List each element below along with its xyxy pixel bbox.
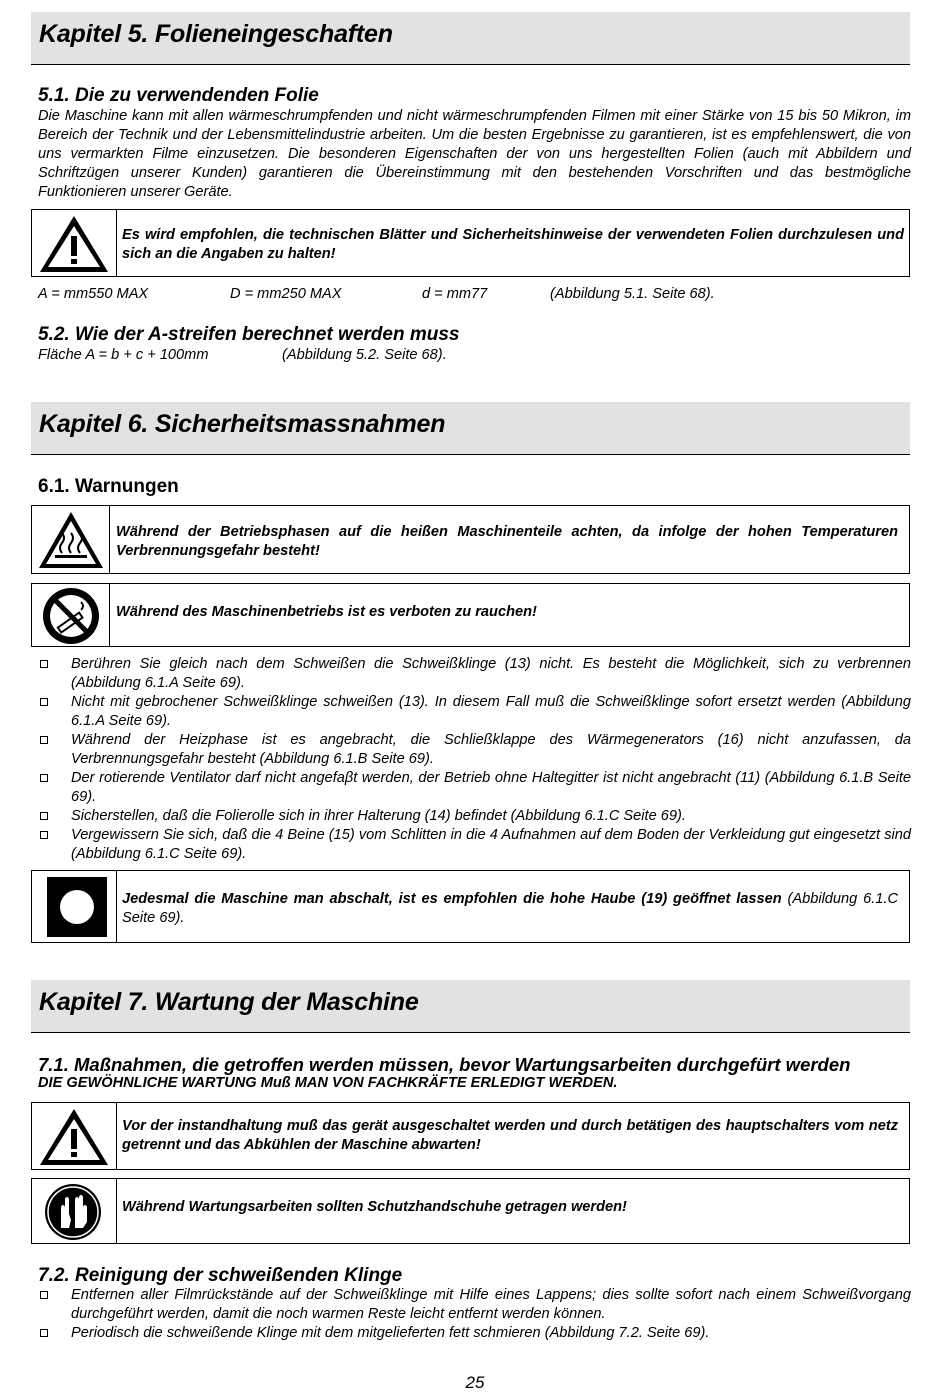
section-5-1-text: Die Maschine kann mit allen wärmeschrumpfenden und nicht wärmeschrumpfenden Filmen mit einer Stärke von 15 bis 50 Mikron, im Bereich der Technik und der Lebensmittelindustrie arbeiten. Um die besten Ergebnisse zu garantieren, ist es empfehlenswert, die von uns vermarkten Filme einzusetzen. Die besonderen Eigenschaften der von uns hergestellten Folien (auch mit Abbildern und Schriftzügen unserer Kunden) garantieren die Übereinstimmung mit den bestehenden Vorschriften und das bestmögliche Funktionieren unserer Geräte. [38, 108, 911, 200]
list-item: Der rotierende Ventilator darf nicht angefaβt werden, der Betrieb ohne Haltegitter ist nicht angebracht (11) (Abbildung 6.1.B Seite 69). [38, 769, 911, 807]
checkbox-bullet-icon [40, 660, 48, 668]
mandatory-icon-cell [32, 871, 117, 942]
section-5-1-title: 5.1. Die zu verwendenden Folie [38, 85, 319, 106]
note-box-hood [31, 870, 910, 943]
page-number: 25 [465, 1373, 485, 1392]
section-5-2-title: 5.2. Wie der A-streifen berechnet werden muss [38, 324, 460, 345]
note-text-hood [122, 890, 898, 928]
checkbox-bullet-icon [40, 1329, 48, 1337]
warning-triangle-icon [36, 212, 112, 276]
section-5-2-formula: Fläche A = b + c + 100mm [38, 347, 209, 363]
smoking-icon-cell [32, 584, 110, 646]
warning-text-hot: Während der Betriebsphasen auf die heißen Maschinenteile achten, da infolge der hohen Temperaturen Verbrennungsgefahr besteht! [116, 524, 898, 559]
chapter-5-title: Kapitel 5. Folieneingeschaften [39, 20, 393, 48]
note-text-bold: Jedesmal die Maschine man abschalt, ist es empfohlen die hohe Haube (19) geöffnet lassen [122, 891, 782, 907]
chapter-7-title: Kapitel 7. Wartung der Maschine [39, 988, 419, 1016]
warning-box-film [31, 209, 910, 277]
note-text-ref: (Abbildung 6.1.C Seite 69). [122, 891, 899, 926]
warning-box-smoking [31, 583, 910, 647]
section-7-1-caps: DIE GEWÖHNLICHE WARTUNG Muß MAN VON FACHKRÄFTE ERLEDIGT WERDEN. [38, 1075, 618, 1091]
dim-ref: (Abbildung 5.1. Seite 68). [550, 286, 715, 302]
checkbox-bullet-icon [40, 698, 48, 706]
list-item: Berühren Sie gleich nach dem Schweißen die Schweißklinge (13) nicht. Es besteht die Möglichkeit, sich zu verbrennen (Abbildung 6.1.A Seite 69). [38, 655, 911, 693]
mandatory-circle-icon [47, 877, 107, 937]
no-smoking-icon [41, 586, 101, 646]
section-7-2-title: 7.2. Reinigung der schweißenden Klinge [38, 1265, 403, 1286]
hot-icon-cell [32, 506, 110, 573]
warning-text-film: Es wird empfohlen, die technischen Blätter und Sicherheitshinweise der verwendeten Folien durchzulesen und sich an die Angaben zu halten! [122, 227, 904, 262]
list-item: Nicht mit gebrochener Schweißklinge schweißen (13). In diesem Fall muß die Schweißklinge sofort ersetzt werden (Abbildung 6.1.A Seite 69). [38, 693, 911, 731]
section-5-2-ref: (Abbildung 5.2. Seite 68). [282, 347, 447, 363]
checkbox-bullet-icon [40, 831, 48, 839]
warning-box-power [31, 1102, 910, 1170]
warning-box-gloves [31, 1178, 910, 1244]
list-item: Vergewissern Sie sich, daß die 4 Beine (15) vom Schlitten in die 4 Aufnahmen auf dem Boden der Verkleidung gut eingesetzt sind (Abbildung 6.1.C Seite 69). [38, 826, 911, 864]
checkbox-bullet-icon [40, 1291, 48, 1299]
checkbox-bullet-icon [40, 812, 48, 820]
gloves-icon-cell [32, 1179, 117, 1243]
list-item: Entfernen aller Filmrückstände auf der Schweißklinge mit Hilfe eines Lappens; dies sollte sofort nach einem Schweißvorgang durchgeführt werden, damit die noch warmen Reste leicht entfernt werden können. [38, 1286, 911, 1324]
checkbox-bullet-icon [40, 774, 48, 782]
warning-box-hot [31, 505, 910, 574]
warning-bullet-list [38, 655, 911, 864]
dim-d: d = mm77 [422, 286, 488, 302]
list-item: Periodisch die schweißende Klinge mit dem mitgelieferten fett schmieren (Abbildung 7.2. Seite 69). [38, 1324, 911, 1343]
dim-D: D = mm250 MAX [230, 286, 342, 302]
chapter-7-header [31, 980, 910, 1033]
list-item: Sicherstellen, daß die Folierolle sich in ihrer Halterung (14) befindet (Abbildung 6.1.C Seite 69). [38, 807, 911, 826]
chapter-6-header [31, 402, 910, 455]
warning-triangle-icon [36, 1105, 112, 1169]
warning-text-smoking: Während des Maschinenbetriebs ist es verboten zu rauchen! [116, 604, 537, 620]
list-item: Während der Heizphase ist es angebracht, die Schließklappe des Wärmegenerators (16) nicht anzufassen, da Verbrennungsgefahr besteht (Abbildung 6.1.B Seite 69). [38, 731, 911, 769]
gloves-icon [43, 1182, 103, 1242]
chapter-6-title: Kapitel 6. Sicherheitsmassnahmen [39, 410, 446, 438]
warning-icon-cell [32, 210, 117, 276]
warning-text-power: Vor der instandhaltung muß das gerät ausgeschaltet werden und durch betätigen des hauptschalters vom netz getrennt und das Abkühlen der Maschine abwarten! [122, 1118, 898, 1153]
chapter-5-header [31, 12, 910, 65]
power-warning-icon-cell [32, 1103, 117, 1169]
dim-a: A = mm550 MAX [38, 286, 149, 302]
cleaning-bullet-list [38, 1286, 911, 1343]
hot-surface-icon [36, 509, 106, 571]
warning-text-gloves: Während Wartungsarbeiten sollten Schutzhandschuhe getragen werden! [122, 1199, 627, 1215]
checkbox-bullet-icon [40, 736, 48, 744]
section-7-1-title: 7.1. Maßnahmen, die getroffen werden müssen, bevor Wartungsarbeiten durchgefürt werden [38, 1054, 851, 1075]
section-6-1-title: 6.1. Warnungen [38, 476, 179, 497]
